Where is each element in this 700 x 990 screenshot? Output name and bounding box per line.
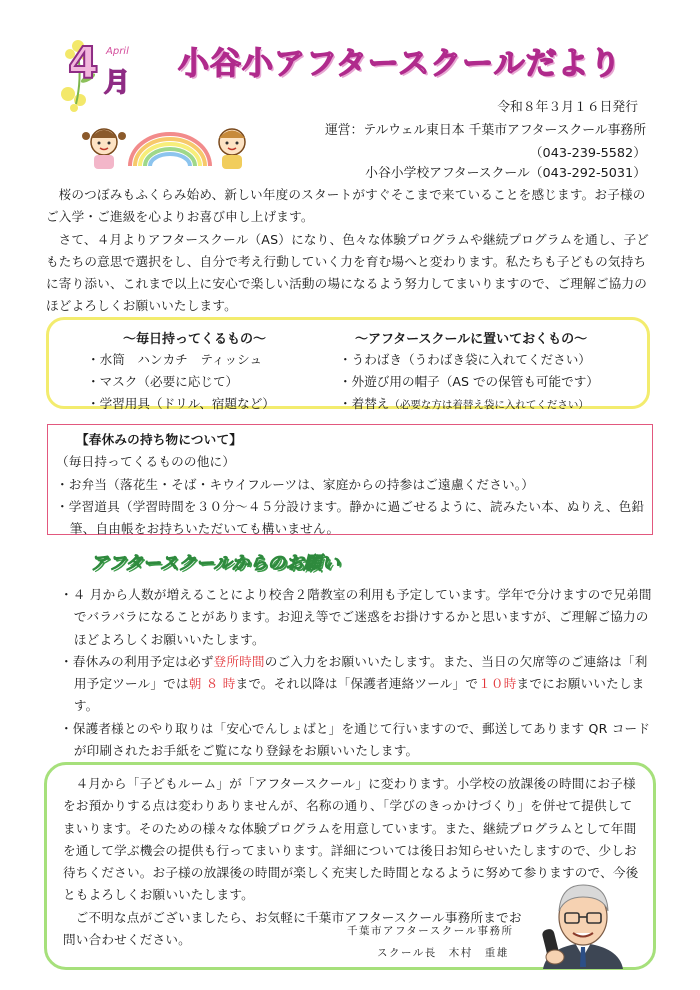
daily-item: ・水筒 ハンカチ ティッシュ bbox=[87, 352, 263, 367]
kids-rainbow-icon bbox=[82, 118, 252, 174]
intro-section bbox=[46, 184, 656, 318]
intro-paragraph-1: 桜のつぼみもふくらみ始め、新しい年度のスタートがすぐそこまで来ていることを感じます。お子様のご入学・ご進級を心よりお喜び申し上げます。 bbox=[46, 187, 646, 225]
newsletter-title: 小谷小アフタースクールだより bbox=[178, 46, 622, 82]
keep-item: ・うわばき（うわばき袋に入れてください） bbox=[339, 352, 591, 367]
items-box bbox=[46, 317, 650, 409]
daily-items-column bbox=[87, 328, 347, 415]
emphasis-8am: 朝 ８ 時 bbox=[188, 676, 236, 692]
daily-items-title: ～毎日持ってくるもの～ bbox=[123, 332, 267, 347]
school-contact: 小谷小学校アフタースクール（043-292-5031） bbox=[365, 166, 646, 181]
spring-break-box bbox=[47, 424, 653, 535]
keep-items-column bbox=[339, 328, 649, 416]
issue-date: 令和８年３月１６日発行 bbox=[497, 100, 638, 115]
month-number: 4 bbox=[68, 38, 99, 89]
request-text: までにお願いいたします。 bbox=[73, 676, 645, 714]
emphasis-arrival-time: 登所時間 bbox=[213, 653, 265, 669]
spring-break-item: ・学習道具（学習時間を３０分～４５分設けます。静かに過ごせるように、読みたい本、ぬりえ、色鉛筆、自由帳をお持ちいただいても構いません。 bbox=[56, 498, 645, 537]
keep-item: ・外遊び用の帽子（AS での保管も可能です） bbox=[339, 374, 599, 389]
intro-paragraph-2: さて、４月よりアフタースクール（AS）になり、色々な体験プログラムや継続プログラムを通し、子どもたちの意思で選択をし、自分で考え行動していく力を育む場へと変わります。私たちも子どもの気持ちに寄り添い、これまで以上に安心で楽しい活動の場になるよう努力してまいりますので、ご理解ご協力のほどよろしくお願いいたします。 bbox=[46, 231, 650, 314]
operator-line: 運営：テルウェル東日本 千葉市アフタースクール事務所 bbox=[324, 123, 646, 138]
keep-item-label: ・着替え bbox=[339, 396, 390, 411]
spring-break-item: ・お弁当（落花生・そば・キウイフルーツは、家庭からの持参はご遠慮ください。） bbox=[56, 476, 535, 492]
request-item-2 bbox=[60, 651, 652, 718]
request-item-3: ・保護者様とのやり取りは「安心でんしょばと」を通じて行いますので、郵送してあります QR コードが印刷されたお手紙をご覧になり登録をお願いいたします。 bbox=[60, 720, 651, 759]
request-text: のご入力をお願いいたします。また、当日の欠席等のご連絡は「利用予定ツール」では bbox=[73, 653, 648, 692]
signature-office: 千葉市アフタースクール事務所 bbox=[347, 925, 514, 937]
spring-break-subtitle: （毎日持ってくるものの他に） bbox=[56, 454, 236, 470]
spring-break-content bbox=[56, 429, 646, 540]
request-text: ・春休みの利用予定は必ず bbox=[60, 653, 214, 669]
notice-paragraph-1: ４月から「子どもルーム」が「アフタースクール」に変わります。小学校の放課後の時間にお子様をお預かりする点は変わりありませんが、名称の通り、「学びのきっかけづくり」を併せて提供してまいります。そのための様々な体験プログラムを用意しています。また、継続プログラムとして年間を通して学ぶ機会の提供も行ってまいります。詳細については後日お知らせいたしますので、少しお待ちください。お子様の放課後の時間が楽しく充実した時間となるように努めて参りますので、今後ともよろしくお願いいたします。 bbox=[63, 776, 639, 903]
notice-box bbox=[44, 762, 656, 970]
signature-name: スクール長 木村 重雄 bbox=[377, 947, 509, 959]
requests-list bbox=[60, 584, 652, 762]
daily-item: ・マスク（必要に応じて） bbox=[87, 374, 239, 389]
principal-portrait-icon bbox=[533, 877, 633, 969]
month-kanji: 月 bbox=[104, 68, 131, 98]
notice-paragraph-2: ご不明な点がございましたら、お気軽に千葉市アフタースクール事務所までお問い合わせください。 bbox=[63, 909, 522, 948]
emphasis-10am: １０時 bbox=[478, 676, 517, 692]
daily-item: ・学習用具（ドリル、宿題など） bbox=[87, 396, 275, 411]
keep-item bbox=[339, 393, 649, 416]
request-item-1: ・４ 月から人数が増えることにより校舎２階教室の利用も予定しています。学年で分けますので兄弟間でバラバラになることがあります。お迎え等でご迷惑をお掛けするかと思いますが、ご理解ご協力のほどよろしくお願いいたします。 bbox=[60, 587, 652, 647]
requests-title: アフタースクールからのお願い bbox=[90, 553, 340, 574]
operator-phone: （043-239-5582） bbox=[529, 146, 646, 161]
month-english: April bbox=[106, 46, 129, 57]
keep-item-note: （必要な方は着替え袋に入れてください） bbox=[389, 399, 589, 411]
month-badge bbox=[60, 34, 160, 114]
keep-items-title: ～アフタースクールに置いておくもの～ bbox=[355, 332, 588, 347]
spring-break-title: 【春休みの持ち物について】 bbox=[76, 432, 243, 447]
request-text: まで。それ以降は「保護者連絡ツール」で bbox=[235, 676, 479, 692]
